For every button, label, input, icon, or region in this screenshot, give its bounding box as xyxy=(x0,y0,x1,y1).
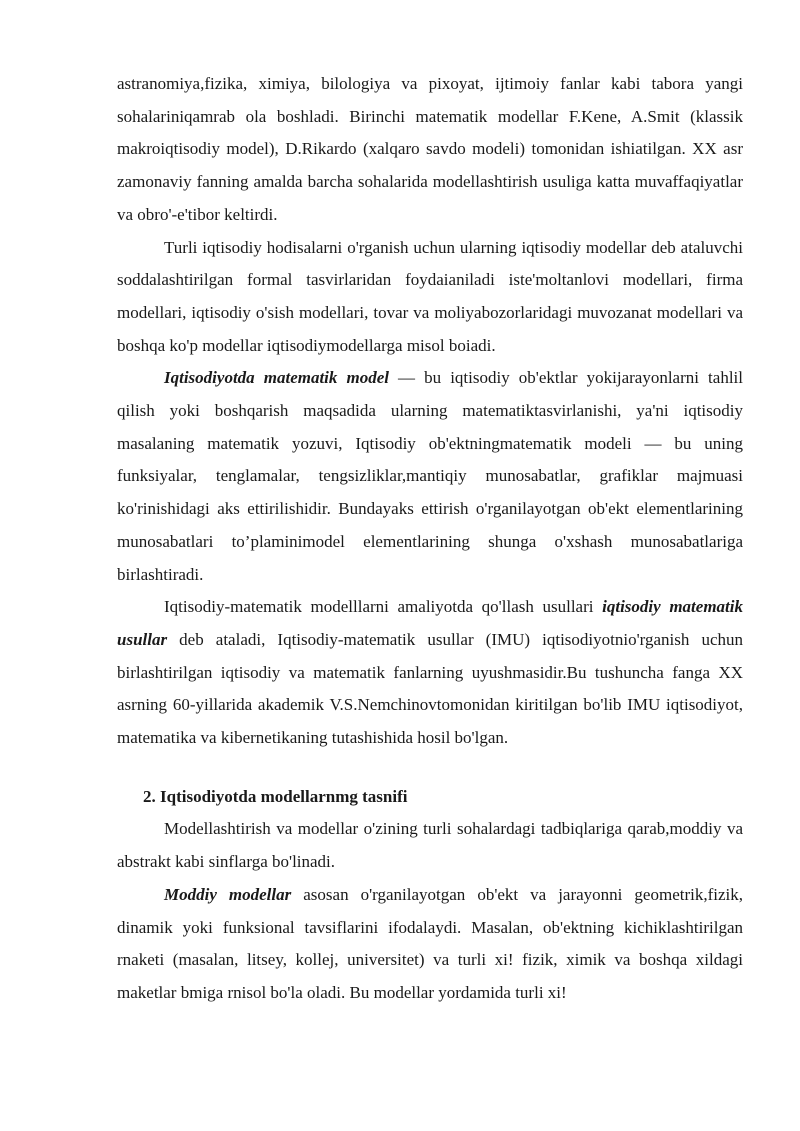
paragraph-4 xyxy=(117,591,743,755)
paragraph-4-start: Iqtisodiy-matematik modelllarni amaliyotda qo'llash usullari xyxy=(164,597,603,617)
document-page xyxy=(117,68,743,1010)
paragraph-4-text: deb ataladi, Iqtisodiy-matematik usullar (IMU) iqtisodiyotnio'rganish uchun birlashtirilgan iqtisodiy va matematik fanlarning uyushmasidir.Bu tushuncha fanga XX asrning 60-yillarida akademik V.S.Nemchinovtomonidan kiritilgan bo'lib IMU iqtisodiyot, matematika va kibernetikaning tutashishida hosil bo'lgan. xyxy=(117,629,743,748)
paragraph-6 xyxy=(117,879,743,1010)
paragraph-5: Modellashtirish va modellar o'zining turli sohalardagi tadbiqlariga qarab,moddiy va abstrakt kabi sinflarga bo'linadi. xyxy=(117,819,743,872)
paragraph-1: astranomiya,fizika, ximiya, bilologiya va pixoyat, ijtimoiy fanlar kabi tabora yangi sohalariniqamrab ola boshladi. Birinchi matematik modellar F.Kene, A.Smit (klassik makroiqtisodiy model), D.Rikardo (xalqaro savdo modeli) tomonidan ishiatilgan. XX asr zamonaviy fanning amalda barcha sohalarida modellashtirish usuliga katta muvaffaqiyatlar va obro'-e'tibor keltirdi. xyxy=(117,74,743,224)
paragraph-6-text: asosan o'rganilayotgan ob'ekt va jarayonni geometrik,fizik, dinamik yoki funksional tavsiflarini ifodalaydi. Masalan, ob'ektning kichiklashtirilgan rnaketi (masalan, litsey, kollej, universitet) va turli xi! fizik, ximik va boshqa xildagi maketlar bmiga rnisol bo'la oladi. Bu modellar yordamida turli xi! xyxy=(117,884,743,1002)
paragraph-2: Turli iqtisodiy hodisalarni o'rganish uchun ularning iqtisodiy modellar deb ataluvchi soddalashtirilgan formal tasvirlaridan foydaianiladi iste'moltanlovi modellari, firma modellari, iqtisodiy o'sish modellari, tovar va moliyabozorlaridagi muvozanat modellari va boshqa ko'p modellar iqtisodiymodellarga misol boiadi. xyxy=(117,237,743,355)
paragraph-3-text: — bu iqtisodiy ob'ektlar yokijarayonlarni tahlil qilish yoki boshqarish maqsadida ularning matematiktasvirlanishi, ya'ni iqtisodiy masalaning matematik yozuvi, Iqtisodiy ob'ektningmatematik modeli — bu uning funksiyalar, tenglamalar, tengsizliklar,mantiqiy munosabatlar, grafiklar majmuasi ko'rinishidagi aks ettirilishidir. Bundayaks ettirish o'rganilayotgan ob'ekt elementlarining munosabatlari to’plaminimodel elementlarining shunga o'xshash munosabatlariga birlashtiradi. xyxy=(117,368,743,584)
term-moddiy-modellar: Moddiy modellar xyxy=(164,884,292,904)
term-iqtisodiy-matematik-usullar: iqtisodiy matematik usullar xyxy=(117,597,743,649)
section-heading: 2. Iqtisodiyotda modellarnmg tasnifi xyxy=(143,786,408,806)
paragraph-3 xyxy=(117,362,743,591)
term-iqtisodiyotda-matematik-model: Iqtisodiyotda matematik model xyxy=(164,368,389,388)
